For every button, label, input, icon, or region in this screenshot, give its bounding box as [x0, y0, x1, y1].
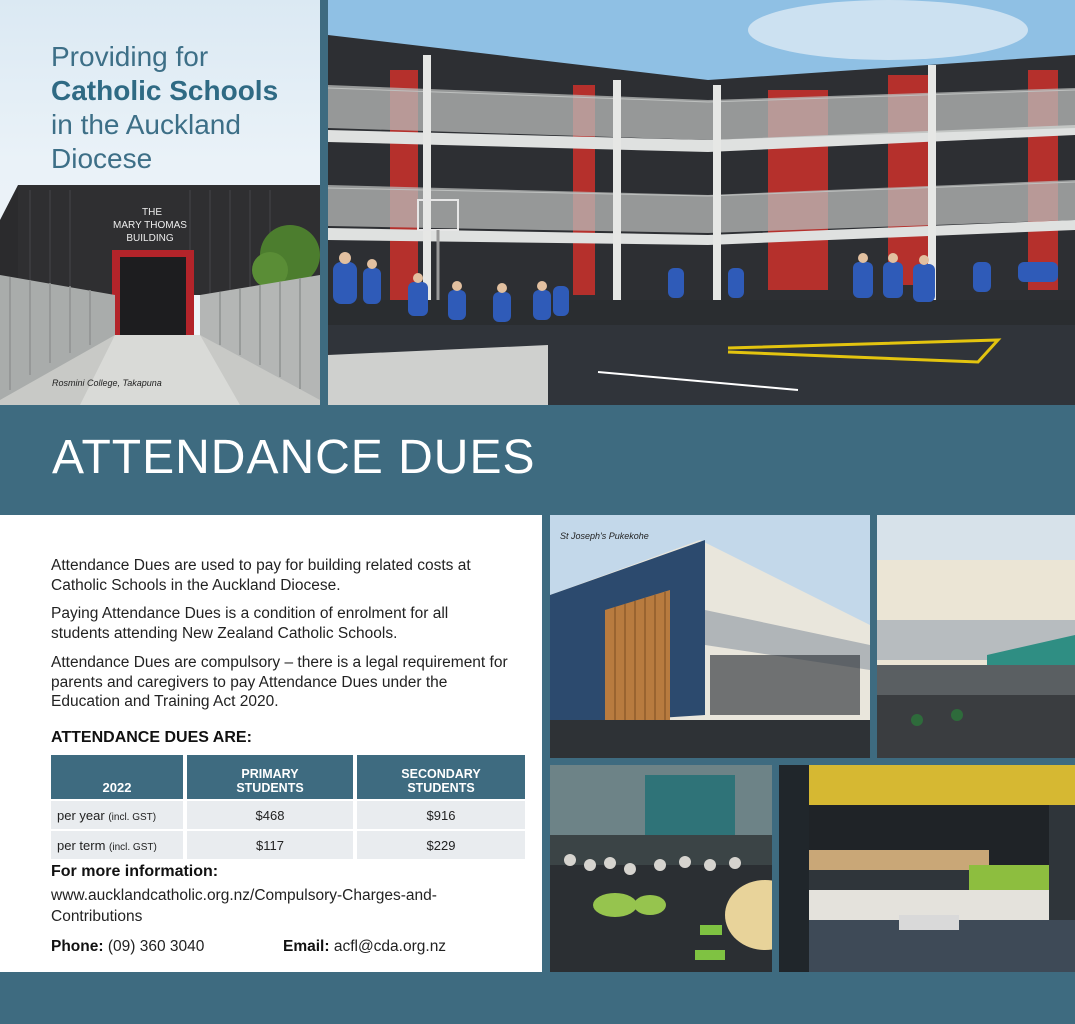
hero-title-line4: Diocese — [51, 143, 153, 174]
photo-classroom-group — [550, 765, 772, 972]
photo-courtyard — [877, 515, 1075, 758]
cell-primary: $468 — [183, 799, 353, 829]
hero-title-line1: Providing for — [51, 41, 209, 72]
header-year: 2022 — [51, 755, 183, 799]
dues-table — [51, 755, 525, 859]
page-title: ATTENDANCE DUES — [52, 431, 536, 484]
more-info-heading: For more information: — [51, 863, 219, 880]
hero-photo-rosmini — [0, 0, 320, 405]
paragraph-purpose: Attendance Dues are used to pay for building related costs at Catholic Schools in the Auckland Diocese. — [51, 557, 471, 594]
header-secondary: SECONDARY STUDENTS — [353, 755, 525, 799]
email-contact — [283, 938, 446, 956]
email-value[interactable]: acfl@cda.org.nz — [333, 938, 447, 955]
cell-secondary: $229 — [353, 829, 525, 859]
hero-title-line2: Catholic Schools — [51, 75, 279, 106]
st-josephs-building-illustration — [550, 515, 870, 758]
phone-value[interactable]: (09) 360 3040 — [107, 938, 205, 955]
email-label: Email: — [283, 938, 330, 955]
dues-table-header — [51, 755, 525, 799]
hero-title-line3: in the Auckland — [51, 109, 241, 140]
phone-contact — [51, 938, 204, 956]
building-sign-line2: MARY THOMAS — [113, 220, 187, 231]
table-row — [51, 799, 525, 829]
cell-primary: $117 — [183, 829, 353, 859]
courtyard-illustration — [877, 515, 1075, 758]
row-label: per term (incl. GST) — [51, 829, 183, 859]
mary-thomas-building-illustration — [0, 185, 320, 405]
hero-caption: Rosmini College, Takapuna — [52, 378, 162, 388]
photo-classroom-kitchen — [779, 765, 1075, 972]
phone-label: Phone: — [51, 938, 104, 955]
row-label: per year (incl. GST) — [51, 799, 183, 829]
more-info-link[interactable]: www.aucklandcatholic.org.nz/Compulsory-Charges-and-Contributions — [51, 887, 437, 925]
hero-photo-school-building — [328, 0, 1075, 405]
building-sign-line1: THE — [142, 207, 162, 218]
building-sign-line3: BUILDING — [126, 233, 174, 244]
classroom-group-illustration — [550, 765, 772, 972]
photo-caption-pukekohe: St Joseph's Pukekohe — [560, 531, 649, 541]
school-building-illustration — [328, 0, 1075, 405]
hero-title — [51, 40, 311, 176]
paragraph-condition: Paying Attendance Dues is a condition of enrolment for all students attending New Zealand Catholic Schools. — [51, 605, 449, 642]
header-primary: PRIMARY STUDENTS — [183, 755, 353, 799]
classroom-kitchen-illustration — [779, 765, 1075, 972]
dues-section-heading: ATTENDANCE DUES ARE: — [51, 729, 252, 746]
table-row — [51, 829, 525, 859]
paragraph-compulsory: Attendance Dues are compulsory – there is a legal requirement for parents and caregivers to pay Attendance Dues under the Education and Training Act 2020. — [51, 654, 508, 710]
cell-secondary: $916 — [353, 799, 525, 829]
photo-st-josephs-exterior — [550, 515, 870, 758]
